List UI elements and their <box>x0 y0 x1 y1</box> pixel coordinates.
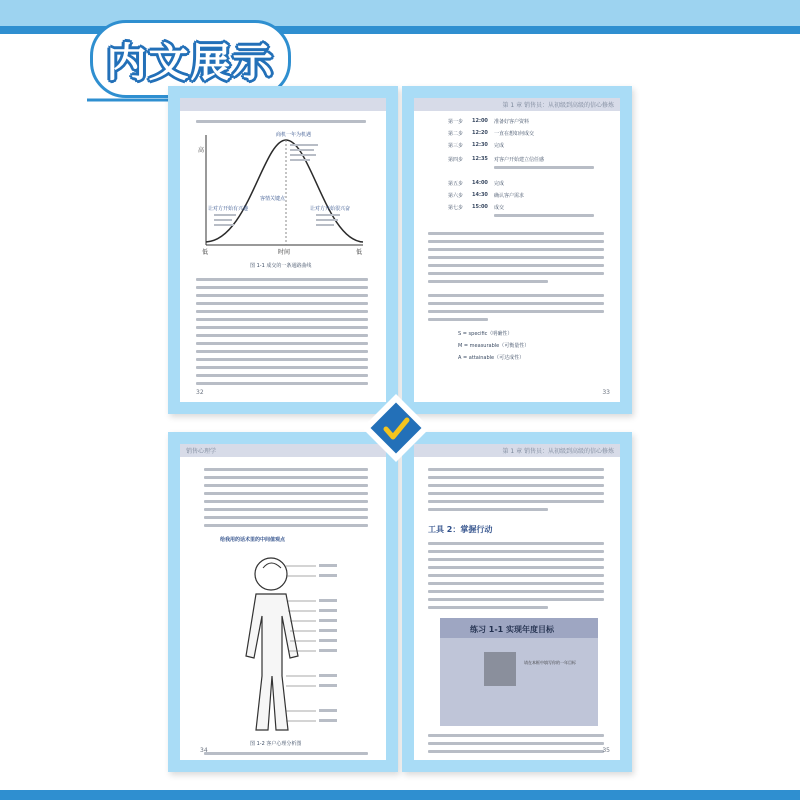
book-page-top-left <box>168 86 398 414</box>
page-number: 34 <box>200 747 208 754</box>
figure-title: 给我用的话术里的中间值观点 <box>220 537 286 543</box>
page-header: 第 1 章 销售员：从初级到高级的信心修炼 <box>414 444 620 457</box>
page-header <box>180 98 386 111</box>
bottom-banner-stripe <box>0 790 800 800</box>
checkmark-badge-icon <box>360 392 432 464</box>
book-page-top-right: 第 1 章 销售员：从初级到高级的信心修炼 第一步 12:00 准备好客户资料 第二步 12:20 一直在想如何成交 第三步 12:30 完成 第四步 12:35 对客户开始建立信任感 第五步 14:00 完成 第六步 14:30 确认客户需求 第七步 15:00 成交 S = specific（明确性） M = measurable（可衡量性） A = attainable（可达成性） 33 <box>402 86 632 414</box>
chart-x-mid: 时间 <box>278 249 291 256</box>
formula-line: M = measurable（可衡量性） <box>458 343 530 349</box>
chart-y-label: 高 <box>198 147 205 154</box>
exercise-box-title: 练习 1-1 实现年度目标 <box>470 625 555 634</box>
chart-x-left: 低 <box>202 249 209 256</box>
chart-peak-label: 商机一年为机遇 <box>276 132 312 138</box>
formula-line: S = specific（明确性） <box>458 331 513 337</box>
exercise-box <box>440 618 598 726</box>
sales-curve-chart <box>198 130 368 260</box>
chart-mid-label: 客情关键点 <box>260 196 286 202</box>
formula-line: A = attainable（可达成性） <box>458 355 525 361</box>
person-illustration <box>216 546 356 736</box>
chart-left-label: 让对方开始有兴趣 <box>208 206 249 212</box>
figure-caption: 图 1-1 成交的一条通路曲线 <box>250 263 312 269</box>
page-title: 内文展示 <box>106 39 275 86</box>
exercise-box-note: 请在本框中填写你的一年目标 <box>524 660 576 665</box>
book-page-bottom-left <box>168 432 398 772</box>
chart-right-label: 让对方开始很兴奋 <box>310 206 351 212</box>
page-number: 35 <box>602 747 610 754</box>
page-number: 32 <box>196 389 204 396</box>
page-header: 销售心理学 <box>180 444 386 457</box>
page-header: 第 1 章 销售员：从初级到高级的信心修炼 <box>414 98 620 111</box>
tool-title: 工具 2：掌握行动 <box>428 525 493 534</box>
chart-x-right: 低 <box>356 249 363 256</box>
page-number: 33 <box>602 389 610 396</box>
book-page-bottom-right <box>402 432 632 772</box>
figure-caption: 图 1-2 客户心理分析图 <box>250 741 302 747</box>
